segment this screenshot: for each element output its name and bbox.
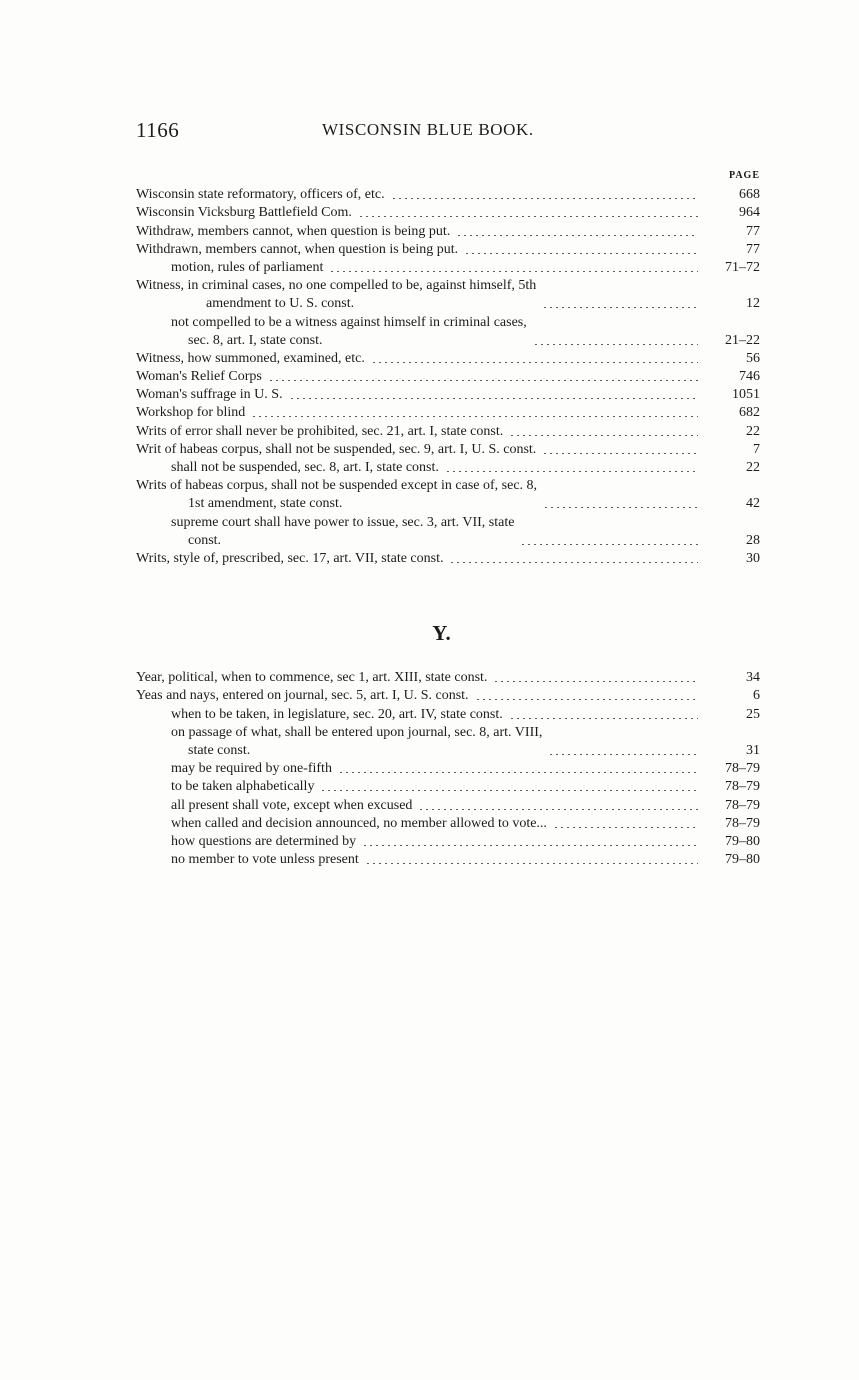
index-entry: Writs of habeas corpus, shall not be suspended except in case of, sec. 8, 1st amendment, state const. 42 (136, 478, 760, 512)
index-entry: Yeas and nays, entered on journal, sec. 5, art. I, U. S. const. 6 (136, 688, 760, 704)
index-entry: Woman's Relief Corps 746 (136, 369, 760, 385)
index-entry: Woman's suffrage in U. S. 1051 (136, 387, 760, 403)
index-subentry: when called and decision announced, no member allowed to vote... 78–79 (171, 815, 760, 831)
index-entry: Witness, in criminal cases, no one compelled to be, against himself, 5th amendment to U. S. const. 12 (136, 278, 760, 312)
index-entry: Workshop for blind 682 (136, 405, 760, 421)
page-number: 1166 (136, 118, 180, 142)
page-column-label: PAGE (728, 170, 760, 181)
book-title: WISCONSIN BLUE BOOK. (322, 120, 534, 139)
index-entry: Wisconsin state reformatory, officers of, etc. 668 (136, 187, 760, 203)
index-subentry: motion, rules of parliament 71–72 (171, 259, 760, 275)
index-subentry: may be required by one-fifth 78–79 (171, 761, 760, 777)
index-entry: Withdraw, members cannot, when question is being put. 77 (136, 223, 760, 239)
index-entry: Withdrawn, members cannot, when question is being put. 77 (136, 241, 760, 257)
index-entry: Year, political, when to commence, sec 1, art. XIII, state const. 34 (136, 670, 760, 686)
index-entry: Wisconsin Vicksburg Battlefield Com. 964 (136, 205, 760, 221)
index-entry: Writs, style of, prescribed, sec. 17, art. VII, state const. 30 (136, 551, 760, 566)
index-subentry: to be taken alphabetically 78–79 (171, 779, 760, 795)
index-subentry: no member to vote unless present 79–80 (171, 852, 760, 868)
index-entries-y (136, 669, 760, 869)
index-entries-w (136, 186, 760, 568)
index-subentry: all present shall vote, except when excused 78–79 (171, 797, 760, 813)
index-entry: Writ of habeas corpus, shall not be suspended, sec. 9, art. I, U. S. const. 7 (136, 441, 760, 457)
index-subentry: when to be taken, in legislature, sec. 20, art. IV, state const. 25 (171, 706, 760, 722)
index-subentry: not compelled to be a witness against himself in criminal cases, sec. 8, art. I, state const. 21–22 (171, 314, 760, 348)
index-subentry: how questions are determined by 79–80 (171, 833, 760, 849)
index-subentry: on passage of what, shall be entered upon journal, sec. 8, art. VIII, state const. 31 (171, 724, 760, 758)
index-subentry: supreme court shall have power to issue, sec. 3, art. VII, state const. 28 (171, 514, 760, 548)
section-letter: Y. (432, 621, 451, 645)
index-entry: Writs of error shall never be prohibited, sec. 21, art. I, state const. 22 (136, 423, 760, 439)
index-subentry: shall not be suspended, sec. 8, art. I, state const. 22 (171, 460, 760, 476)
running-head (136, 118, 760, 144)
index-entry: Witness, how summoned, examined, etc. 56 (136, 350, 760, 366)
